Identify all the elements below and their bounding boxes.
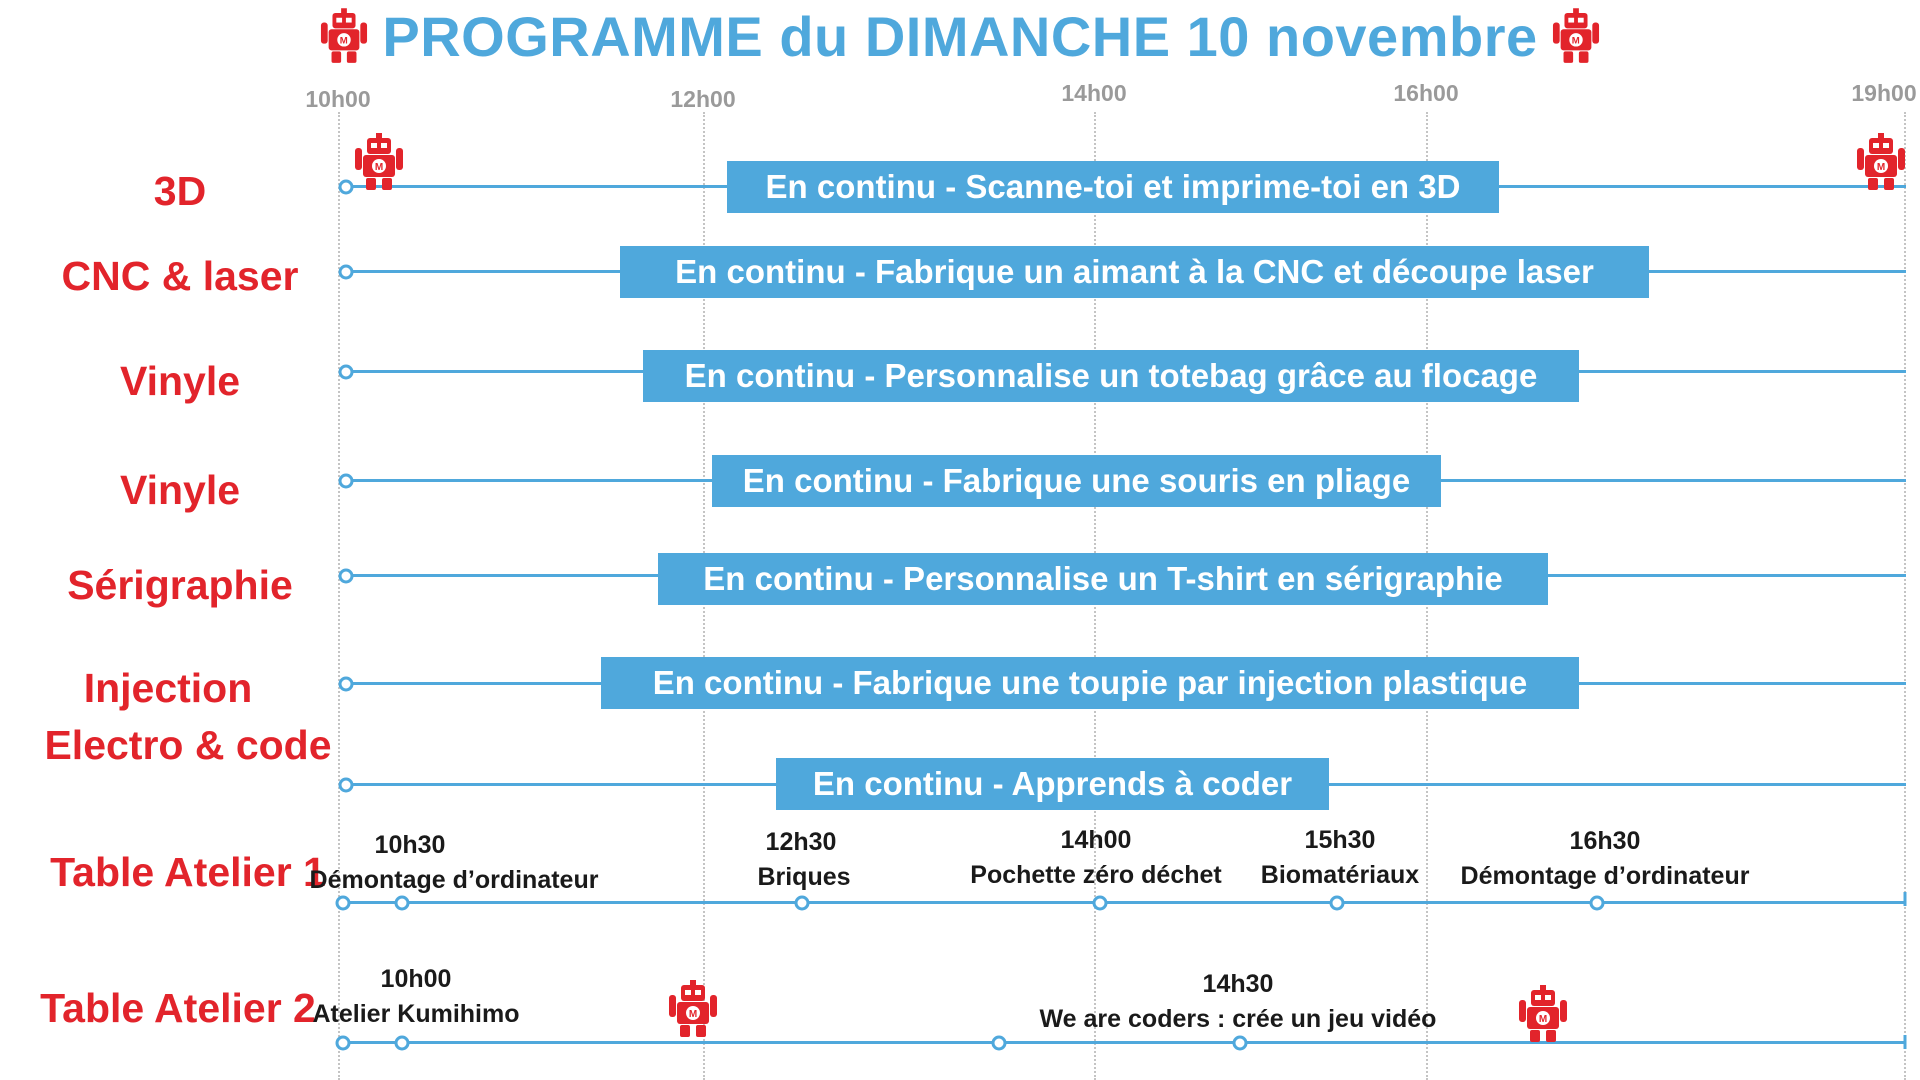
activity-box: En continu - Fabrique un aimant à la CNC et découpe laser: [620, 246, 1649, 298]
category-label: Vinyle: [119, 467, 241, 513]
end-tick: [1904, 1035, 1907, 1049]
hour-gridline: [1904, 112, 1906, 1080]
start-dot: [339, 677, 354, 692]
category-label: Vinyle: [119, 358, 241, 404]
activity-box: En continu - Fabrique une toupie par injection plastique: [601, 657, 1579, 709]
event-time: 10h00: [380, 965, 452, 993]
event-name: Briques: [757, 863, 851, 891]
category-label: 3D: [153, 168, 207, 214]
start-dot: [339, 365, 354, 380]
maker-robot-icon: [354, 133, 404, 191]
activity-box: En continu - Scanne-toi et imprime-toi en 3D: [727, 161, 1499, 213]
event-name: Biomatériaux: [1260, 861, 1420, 889]
event-dot: [395, 1036, 410, 1051]
category-label: Table Atelier 1: [50, 849, 326, 895]
maker-robot-icon: [1552, 8, 1600, 64]
event-dot: [1590, 896, 1605, 911]
event-name: Démontage d’ordinateur: [309, 866, 599, 894]
activity-box: En continu - Personnalise un totebag grâce au flocage: [643, 350, 1579, 402]
maker-robot-icon: [668, 980, 718, 1038]
maker-robot-icon: [320, 8, 368, 64]
hour-label: 10h00: [305, 86, 371, 112]
start-dot: [339, 265, 354, 280]
event-dot: [1330, 896, 1345, 911]
page-title-bar: [0, 2, 1920, 70]
event-name: Atelier Kumihimo: [312, 1000, 520, 1028]
event-time: 16h30: [1569, 827, 1641, 855]
hour-label: 19h00: [1851, 80, 1917, 106]
start-dot: [339, 569, 354, 584]
event-dot: [1093, 896, 1108, 911]
start-dot: [339, 474, 354, 489]
timeline-line: [343, 1041, 1905, 1044]
end-tick: [1904, 892, 1907, 906]
maker-robot-icon: [1518, 985, 1568, 1043]
category-label: Electro & code: [44, 722, 332, 768]
event-time: 12h30: [765, 828, 837, 856]
hour-label: 12h00: [670, 86, 736, 112]
event-time: 14h30: [1202, 970, 1274, 998]
category-label: CNC & laser: [61, 253, 299, 299]
activity-box: En continu - Apprends à coder: [776, 758, 1329, 810]
activity-box: En continu - Fabrique une souris en pliage: [712, 455, 1441, 507]
hour-gridline: [338, 112, 340, 1080]
event-dot: [795, 896, 810, 911]
event-time: 14h00: [1060, 826, 1132, 854]
category-label: Sérigraphie: [67, 562, 293, 608]
hour-label: 14h00: [1061, 80, 1127, 106]
hour-label: 16h00: [1393, 80, 1459, 106]
event-time: 15h30: [1304, 826, 1376, 854]
timeline-line: [343, 901, 1905, 904]
start-dot: [336, 1036, 351, 1051]
event-time: 10h30: [374, 831, 446, 859]
maker-robot-icon: [1856, 133, 1906, 191]
category-label: Injection: [83, 665, 253, 711]
event-name: We are coders : crée un jeu vidéo: [1039, 1005, 1437, 1033]
start-dot: [339, 778, 354, 793]
event-name: Pochette zéro déchet: [970, 861, 1222, 889]
event-dot: [1233, 1036, 1248, 1051]
event-name: Démontage d’ordinateur: [1460, 862, 1750, 890]
category-label: Table Atelier 2: [40, 985, 316, 1031]
page-title: PROGRAMME du DIMANCHE 10 novembre: [382, 4, 1538, 68]
activity-box: En continu - Personnalise un T-shirt en sérigraphie: [658, 553, 1548, 605]
start-dot: [339, 180, 354, 195]
event-dot: [992, 1036, 1007, 1051]
